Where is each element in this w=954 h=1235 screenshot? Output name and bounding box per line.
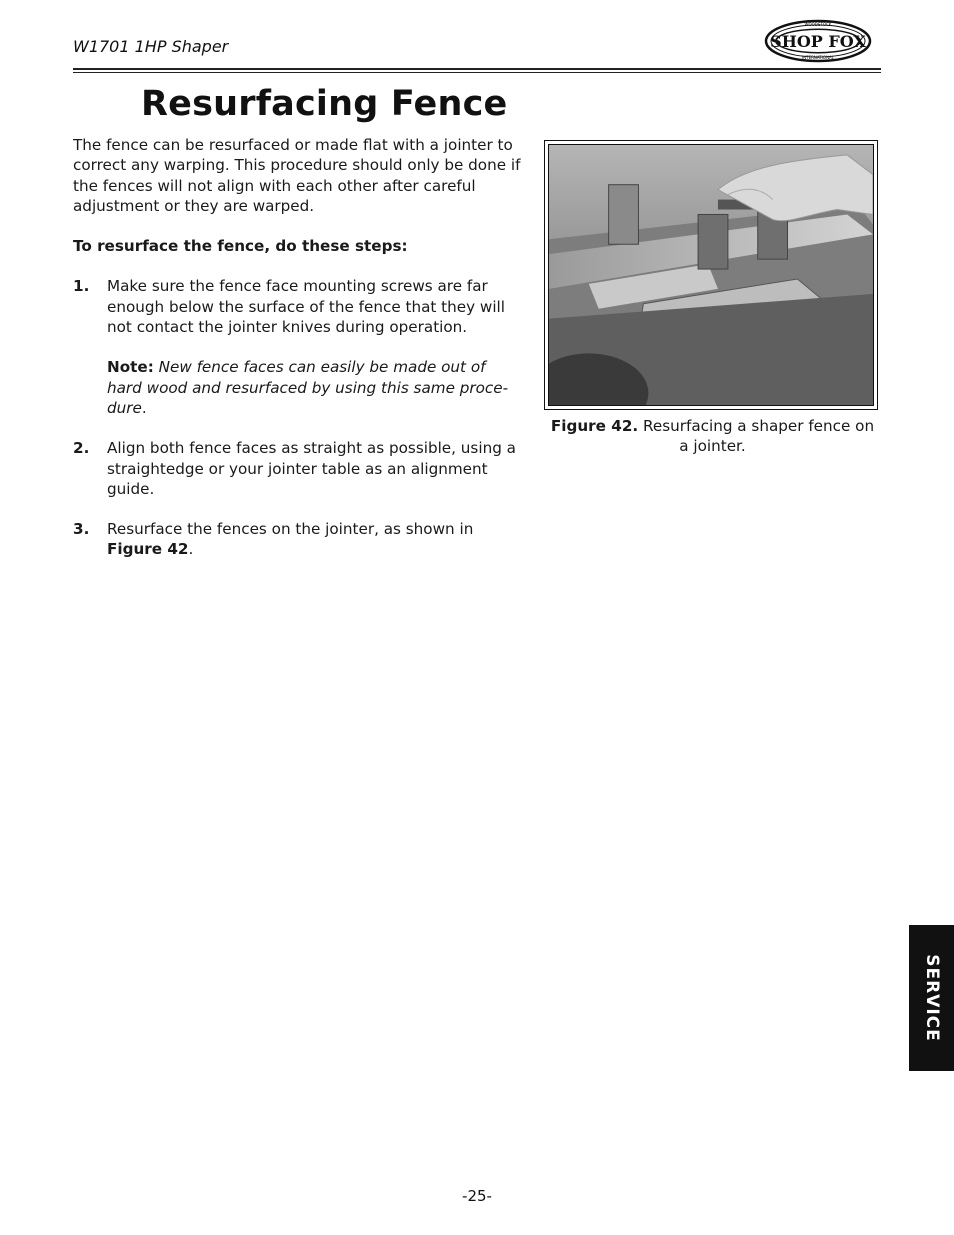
step-1 xyxy=(73,276,523,418)
figure-42-photo xyxy=(548,144,874,406)
figure-caption xyxy=(544,416,881,456)
header-rule-thin xyxy=(73,72,881,73)
figure-reference: Figure 42 xyxy=(107,540,189,559)
svg-text:SHOP FOX: SHOP FOX xyxy=(770,32,866,51)
note xyxy=(107,357,523,418)
step-text-body: Resurface the fences on the jointer, as shown in xyxy=(107,520,474,539)
step-text: Make sure the fence face mounting screws are far enough below the surface of the fence that they will not contact the jointer knives during operation. xyxy=(107,277,505,337)
note-end: . xyxy=(141,398,147,417)
step-number: 2. xyxy=(73,439,90,458)
step-text: Align both fence faces as straight as possible, using a straightedge or your jointer table as an alignment guide. xyxy=(107,439,516,498)
page-title: Resurfacing Fence xyxy=(141,84,508,124)
shop-fox-logo xyxy=(763,18,873,64)
note-label: Note: xyxy=(107,358,154,377)
step-text xyxy=(107,519,523,560)
page-number: -25- xyxy=(462,1187,492,1205)
header-title: W1701 1HP Shaper xyxy=(73,37,229,56)
svg-text:INTERNATIONAL: INTERNATIONAL xyxy=(801,55,835,60)
step-number: 1. xyxy=(73,277,90,296)
step-3 xyxy=(73,519,523,560)
intro-paragraph: The fence can be resurfaced or made flat with a jointer to correct any warping. This procedure should only be done if the fences will not align with each other after careful adjustment or they are warped. xyxy=(73,136,521,215)
figure-caption-text: Resurfacing a shaper fence on a jointer. xyxy=(642,417,875,455)
svg-text:WOODSTOCK: WOODSTOCK xyxy=(804,22,832,27)
section-tab-service xyxy=(909,925,954,1071)
jointer-photo-illustration xyxy=(549,145,873,405)
figure-label: Figure 42. xyxy=(550,417,639,435)
step-text-end: . xyxy=(188,540,194,559)
section-tab-label: SERVICE xyxy=(921,954,942,1042)
body-text-column xyxy=(73,135,523,560)
step-number: 3. xyxy=(73,520,90,539)
steps-heading: To resurface the fence, do these steps: xyxy=(73,237,408,256)
note-text: New fence faces can easily be made out of hard wood and resurfaced by using this same proce-dure xyxy=(107,358,509,417)
figure-42-frame xyxy=(544,140,878,410)
header-rule xyxy=(73,68,881,70)
step-2 xyxy=(73,438,523,499)
